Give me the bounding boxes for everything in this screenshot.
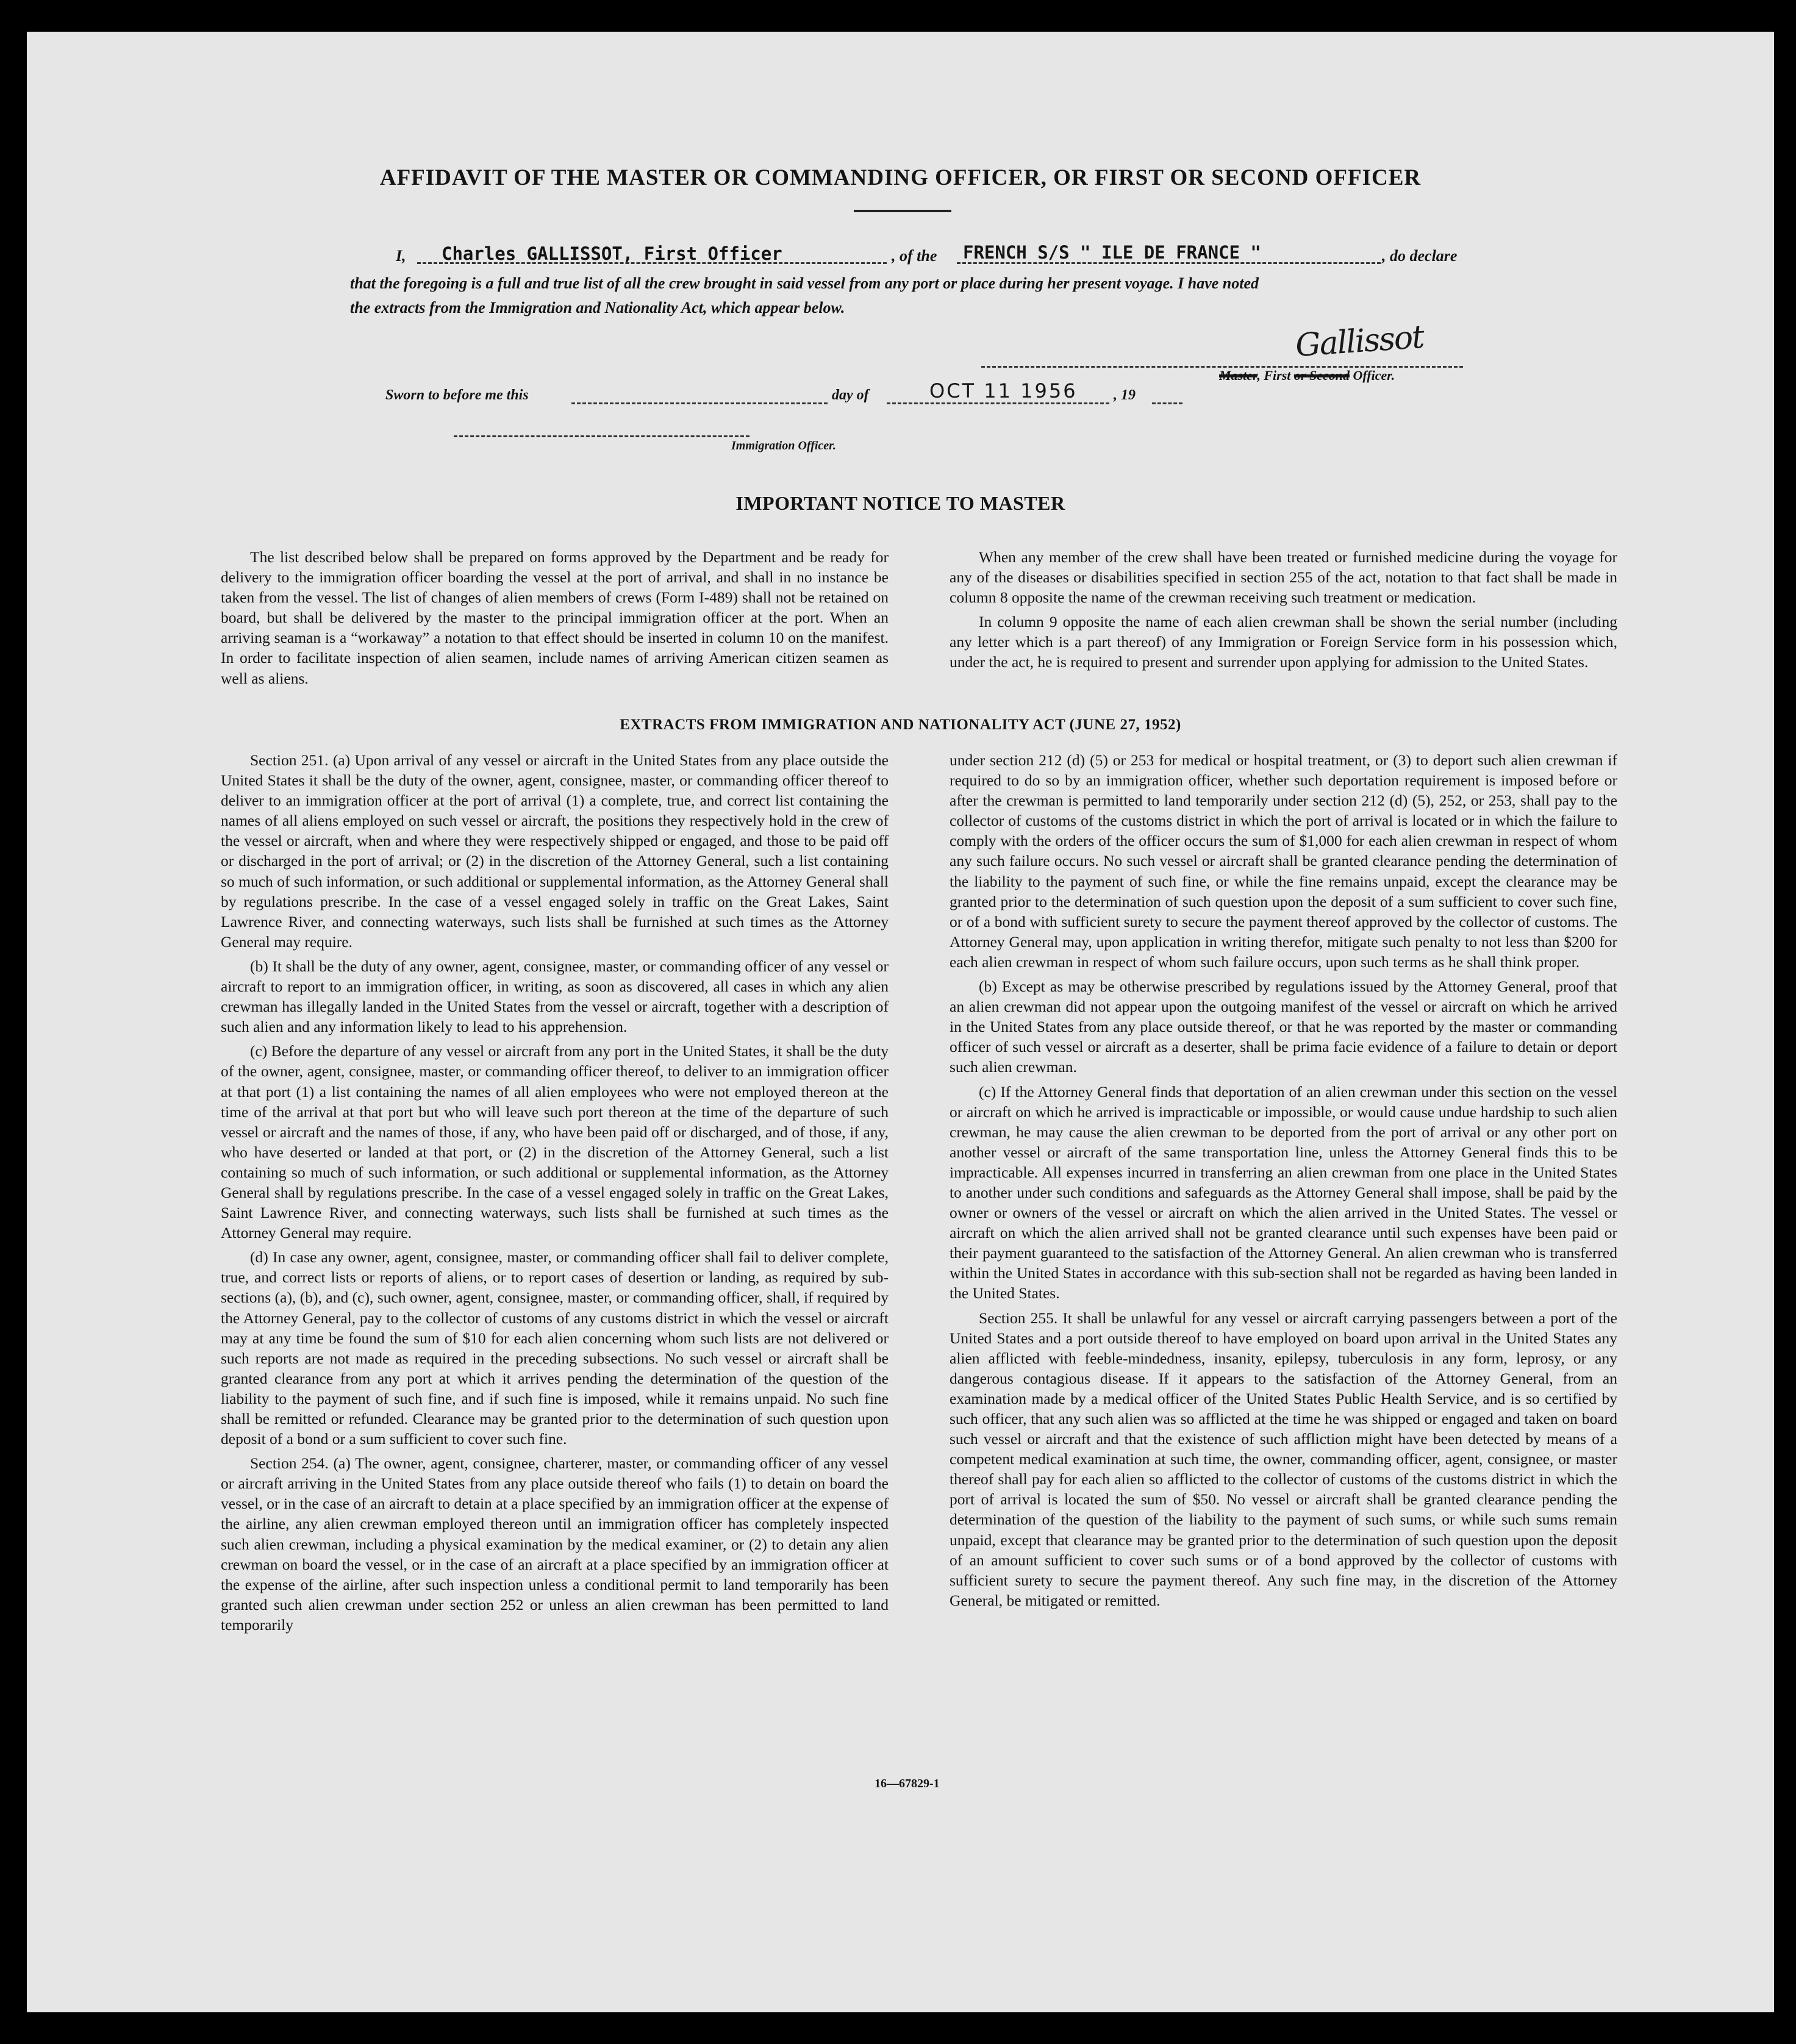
notice-left-paragraph: The list described below shall be prepared on forms approved by the Department and be ready for delivery to the immigration officer boarding the vessel at the port of arrival, and shall in no instance be taken from the vessel. The list of changes of alien members of crews (Form I-489) shall not be retained on board, but shall be delivered by the master to the principal immigration officer at the port. When an arriving seaman is a “workaway” a notation to that effect should be inserted in column 10 on the manifest. In order to facilitate inspection of alien seamen, include names of arriving American citizen seamen as well as aliens.: [221, 548, 889, 687]
extracts-right-column: [950, 750, 1617, 1610]
extracts-title: EXTRACTS FROM IMMIGRATION AND NATIONALITY ACT (JUNE 27, 1952): [620, 716, 1181, 733]
section-251-d: (d) In case any owner, agent, consignee, master, or commanding officer shall fail to deliver complete, true, and correct lists or reports of aliens, or to report cases of desertion or landing, as required by sub-sections (a), (b), and (c), such owner, agent, consignee, master, or commanding officer, shall, if required by the Attorney General, pay to the collector of customs of any customs district in which the vessel or aircraft may at any time be found the sum of $10 for each alien concerning whom such lists are not delivered or such reports are not made as required in the preceding subsections. No such vessel or aircraft shall be granted clearance from any port at which it arrives pending the determination of the question of the liability to the payment of such fine, and if such fine is imposed, while it remains unpaid. No such fine shall be remitted or refunded. Clearance may be granted prior to the determination of such question upon deposit of a bond or a sum sufficient to cover such fine.: [221, 1248, 889, 1448]
day-of-label: day of: [832, 387, 869, 403]
date-stamp: OCT 11 1956: [929, 379, 1078, 402]
section-254-a-continued: under section 212 (d) (5) or 253 for medical or hospital treatment, or (3) to deport such alien crewman if required to do so by an immigration officer, whether such deportation requirement is imposed before or after the crewman is permitted to land temporarily under section 212 (d) (5), 252, or 253, shall pay to the collector of customs of the customs district in which the port of arrival is located or in which the failure to comply with the orders of the officer occurs the sum of $1,000 for each alien crewman in respect of whom any such failure occurs. No such vessel or aircraft shall be granted clearance pending the determination of the liability to the payment of such fine, or while the fine remains unpaid, except the clearance may be granted prior to the determination of such question upon the deposit of a sum sufficient to cover such fine, or of a bond with sufficient surety to secure the payment thereof approved by the collector of customs. The Attorney General may, upon application in writing therefor, mitigate such penalty to not less than $200 for each alien crewman in respect of whom such failure occurs, upon such terms as he shall think proper.: [950, 751, 1617, 971]
section-251-a: Section 251. (a) Upon arrival of any vessel or aircraft in the United States from any place outside the United States it shall be the duty of the owner, agent, consignee, master, or commanding officer thereof to deliver to an immigration officer at the port of arrival (1) a complete, true, and correct list containing the names of all aliens employed on such vessel or aircraft, the positions they respectively hold in the crew of the vessel or aircraft, when and where they were respectively shipped or engaged, and those to be paid off or discharged in the port of arrival; or (2) in the discretion of the Attorney General, such a list containing so much of such information, or such additional or supplemental information, as the Attorney General shall by regulations prescribe. In the case of a vessel engaged solely in traffic on the Great Lakes, Saint Lawrence River, and connecting waterways, such lists shall be furnished at such times as the Attorney General may require.: [221, 751, 889, 951]
immigration-officer-caption: Immigration Officer.: [731, 439, 836, 452]
handwritten-signature: Gallissot: [1294, 318, 1425, 365]
sworn-label: Sworn to before me this: [385, 387, 529, 403]
section-254-a: Section 254. (a) The owner, agent, consignee, charterer, master, or commanding officer of any vessel or aircraft arriving in the United States from any place outside thereof who fails (1) to detain on board the vessel, or in the case of an aircraft to detain at a place specified by an immigration officer at the expense of the airline, any alien crewman employed thereon until an immigration officer has completely inspected such alien crewman, including a physical examination by the medical examiner, or (2) to detain any alien crewman on board the vessel, or in the case of an aircraft at a place specified by an immigration officer at the expense of the airline, after such inspection unless a conditional permit to land temporarily has been granted such alien crewman under section 252 or unless an alien crewman has been permitted to land temporarily: [221, 1454, 889, 1634]
declaration-line-2: that the foregoing is a full and true list of all the crew brought in said vessel from any port or place during her present voyage. I have noted: [350, 274, 1259, 292]
title-rule: [854, 210, 951, 212]
section-254-c: (c) If the Attorney General finds that deportation of an alien crewman under this section on the vessel or aircraft on which he arrived is impracticable or impossible, or would cause undue hardship to such alien crewman, he may cause the alien crewman to be deported from the port of arrival or any other port on another vessel or aircraft of the same transportation line, unless the Attorney General finds this to be impracticable. All expenses incurred in transferring an alien crewman from one place in the United States to another under such conditions and safeguards as the Attorney General shall impose, shall be paid by the owner or owners of the vessel or aircraft on which the alien arrived in the United States. The vessel or aircraft on which the alien arrived shall not be granted clearance until such expenses have been paid or their payment guaranteed to the satisfaction of the Attorney General. An alien crewman who is transferred within the United States in accordance with this sub-section shall not be regarded as having been landed in the United States.: [950, 1082, 1617, 1303]
extracts-left-column: [221, 750, 889, 1635]
date-blank: [887, 402, 1109, 404]
sworn-blank: [571, 402, 828, 404]
notice-right-paragraph-2: In column 9 opposite the name of each alien crewman shall be shown the serial number (including any letter which is a part thereof) of any Immigration or Foreign Service form in his possession which, under the act, he is required to present and surrender upon applying for admission to the United States.: [950, 613, 1617, 671]
document-page: [27, 32, 1774, 2012]
year-blank: [1152, 402, 1182, 404]
of-the-label: , of the: [892, 247, 937, 265]
caption-struck-master: Master: [1219, 368, 1258, 383]
section-251-b: (b) It shall be the duty of any owner, agent, consignee, master, or commanding officer of any vessel or aircraft to report to an immigration officer, in writing, as soon as discovered, all cases in which any alien crewman has illegally landed in the United States from the vessel or aircraft, together with a description of such alien and any information likely to lead to his apprehension.: [221, 957, 889, 1036]
caption-officer: Officer.: [1349, 368, 1395, 383]
notice-right-column: [950, 547, 1617, 673]
section-255: Section 255. It shall be unlawful for any vessel or aircraft carrying passengers between a port of the United States and a port outside thereof to have employed on board upon arrival in the United States any alien afflicted with feeble-mindedness, insanity, epilepsy, tuberculosis in any form, leprosy, or any dangerous contagious disease. If it appears to the satisfaction of the Attorney General, from an examination made by a medical officer of the United States Public Health Service, and is so certified by such officer, that any such alien was so afflicted at the time he was shipped or engaged and taken on board such vessel or aircraft and that the existence of such affliction might have been detected by means of a competent medical examination at such time, the owner, commanding officer, agent, consignee, or master thereof shall pay for each alien so afflicted to the collector of customs of the customs district in which the port of arrival is located the sum of $50. No vessel or aircraft shall be granted clearance pending the determination of the question of the liability to the payment of such sums, or while such sums remain unpaid, except that clearance may be granted prior to the determination of such question upon the deposit of an amount sufficient to cover such sums or of a bond approved by the collector of customs with sufficient surety to secure the payment thereof. Any such fine may, in the discretion of the Attorney General, be mitigated or remitted.: [950, 1309, 1617, 1609]
declaration-line-3: the extracts from the Immigration and Nationality Act, which appear below.: [350, 299, 845, 316]
i-label: I,: [396, 247, 406, 265]
section-251-c: (c) Before the departure of any vessel or aircraft from any port in the United States, it shall be the duty of the owner, agent, consignee, master, or commanding officer thereof, to deliver to an immigration officer at that port (1) a list containing the names of all alien employees who were not employed thereon at the time of the arrival at that port but who will leave such port thereon at the time of the departure of such vessel or aircraft and the names of those, if any, who have been paid off or discharged, and of those, if any, who have deserted or landed at that port, or (2) in the discretion of the Attorney General, such a list containing so much of such information, or such additional or supplemental information, as the Attorney General shall by regulations prescribe. In the case of a vessel engaged solely in traffic on the Great Lakes, Saint Lawrence River, and connecting waterways, such lists shall be furnished at such times as the Attorney General may require.: [221, 1042, 889, 1242]
notice-title: IMPORTANT NOTICE TO MASTER: [735, 492, 1065, 514]
immigration-officer-line: [454, 435, 750, 437]
officer-name: Charles GALLISSOT, First Officer: [442, 243, 782, 264]
form-number: 16—67829-1: [875, 1777, 940, 1790]
do-declare-label: , do declare: [1382, 247, 1458, 265]
caption-first: , First: [1257, 368, 1294, 383]
signature-caption: [1219, 368, 1395, 384]
vessel-name: FRENCH S/S " ILE DE FRANCE ": [963, 242, 1261, 263]
notice-left-column: [221, 547, 889, 688]
affidavit-title: AFFIDAVIT OF THE MASTER OR COMMANDING OFFICER, OR FIRST OR SECOND OFFICER: [379, 165, 1422, 190]
notice-right-paragraph-1: When any member of the crew shall have been treated or furnished medicine during the voyage for any of the diseases or disabilities specified in section 255 of the act, notation to that fact shall be made in column 8 opposite the name of the crewman receiving such treatment or medication.: [950, 548, 1617, 607]
year-label: , 19: [1114, 387, 1136, 403]
section-254-b: (b) Except as may be otherwise prescribed by regulations issued by the Attorney General, proof that an alien crewman did not appear upon the outgoing manifest of the vessel or aircraft on which he arrived in the United States from any place outside thereof, or that he was reported by the master or commanding officer of such vessel or aircraft as a deserter, shall be prima facie evidence of a failure to detain or deport such alien crewman.: [950, 977, 1617, 1076]
caption-struck-second: or Second: [1293, 368, 1350, 383]
